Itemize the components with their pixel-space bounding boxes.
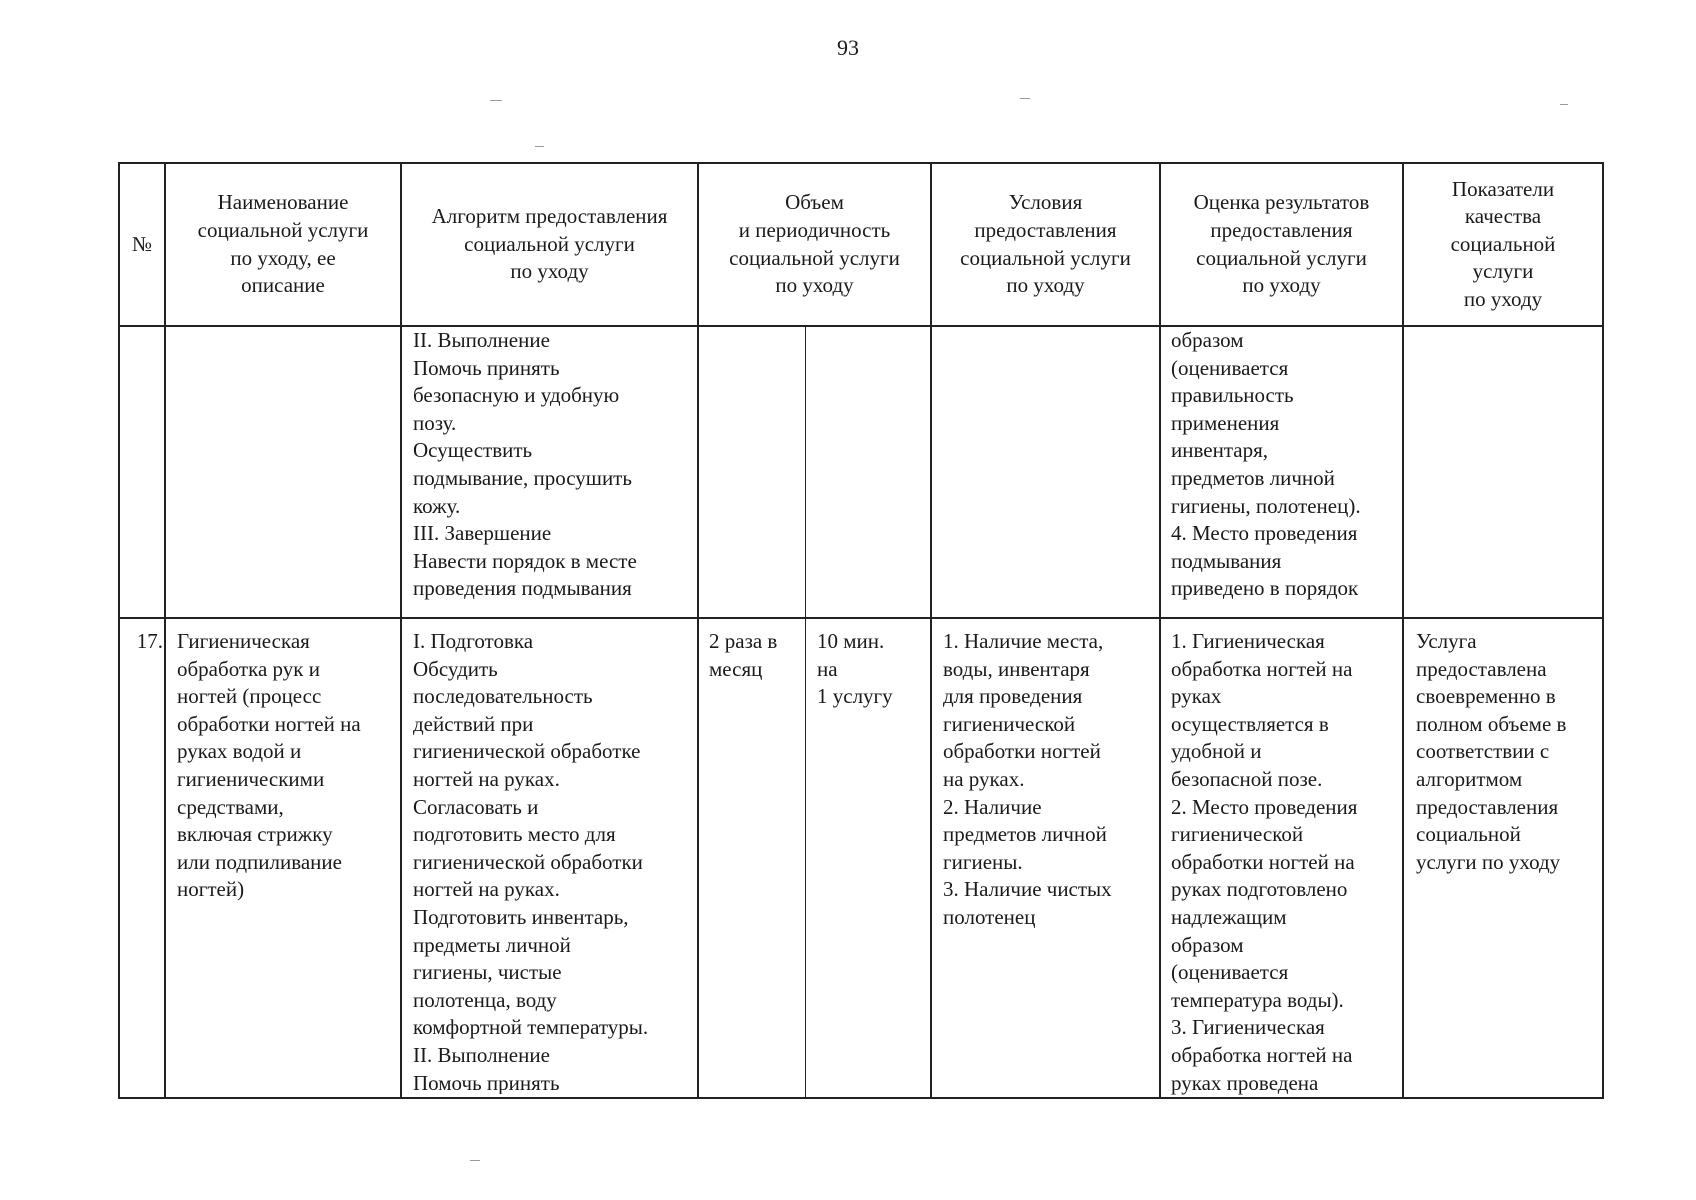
scan-speck xyxy=(1020,98,1030,99)
scan-speck xyxy=(1560,104,1568,105)
row-17-duration: 10 мин. на 1 услугу xyxy=(817,629,893,709)
header-volume-text: Объем и периодичность социальной услуги по уходу xyxy=(729,190,900,298)
header-number xyxy=(120,164,164,325)
header-evaluation xyxy=(1161,164,1402,325)
page-number: 93 xyxy=(837,35,859,60)
table-border-bottom xyxy=(118,1097,1604,1099)
row-continuation-evaluation: образом (оценивается правильность применения инвентаря, предметов личной гигиены, полотенец). 4. Место проведения подмывания приведено в порядок xyxy=(1171,328,1361,601)
scan-speck xyxy=(535,146,544,147)
row-17-number: 17. xyxy=(136,629,163,653)
row-17-indicators: Услуга предоставлена своевременно в полном объеме в соответствии с алгоритмом предоставления социальной услуги по уходу xyxy=(1416,629,1567,874)
header-algorithm xyxy=(402,164,697,325)
row-17-evaluation: 1. Гигиеническая обработка ногтей на руках осуществляется в удобной и безопасной позе. 2. Место проведения гигиенической обработки ногтей на руках подготовлено надлежащим образом (оценивается температура воды). 3. Гигиеническая обработка ногтей на руках проведена xyxy=(1171,629,1358,1095)
row-17-service-name: Гигиеническая обработка рук и ногтей (процесс обработки ногтей на руках водой и гигиеническими средствами, включая стрижку или подпиливание ногтей) xyxy=(177,629,361,902)
scan-speck xyxy=(490,100,502,101)
header-volume xyxy=(699,164,930,325)
header-indicators xyxy=(1404,164,1602,325)
header-algorithm-text: Алгоритм предоставления социальной услуги по уходу xyxy=(431,204,668,284)
header-evaluation-text: Оценка результатов предоставления социальной услуги по уходу xyxy=(1193,190,1370,298)
row-17-conditions: 1. Наличие места, воды, инвентаря для проведения гигиенической обработки ногтей на руках. 2. Наличие предметов личной гигиены. 3. Наличие чистых полотенец xyxy=(943,629,1112,929)
header-conditions xyxy=(932,164,1159,325)
header-service-name xyxy=(166,164,400,325)
row-17-frequency: 2 раза в месяц xyxy=(709,629,778,681)
header-conditions-text: Условия предоставления социальной услуги по уходу xyxy=(960,190,1131,298)
row-divider-line xyxy=(118,617,1604,619)
row-17-algorithm: I. Подготовка Обсудить последовательность действий при гигиенической обработке ногтей на руках. Согласовать и подготовить место для гигиенической обработки ногтей на руках. Подготовить инвентарь, предметы личной гигиены, чистые полотенца, воду комфортной температуры. II. Выполнение Помочь принять xyxy=(413,629,649,1094)
header-service-name-text: Наименование социальной услуги по уходу, ее описание xyxy=(197,190,369,298)
header-indicators-text: Показатели качества социальной услуги по уходу xyxy=(1450,176,1556,311)
column-subline-volume xyxy=(805,325,806,1099)
row-continuation-algorithm: II. Выполнение Помочь принять безопасную и удобную позу. Осуществить подмывание, просушить кожу. III. Завершение Навести порядок в месте проведения подмывания xyxy=(413,328,637,601)
scan-speck xyxy=(470,1160,480,1161)
header-number-text: № xyxy=(131,231,153,256)
table-border-right xyxy=(1602,162,1604,1099)
